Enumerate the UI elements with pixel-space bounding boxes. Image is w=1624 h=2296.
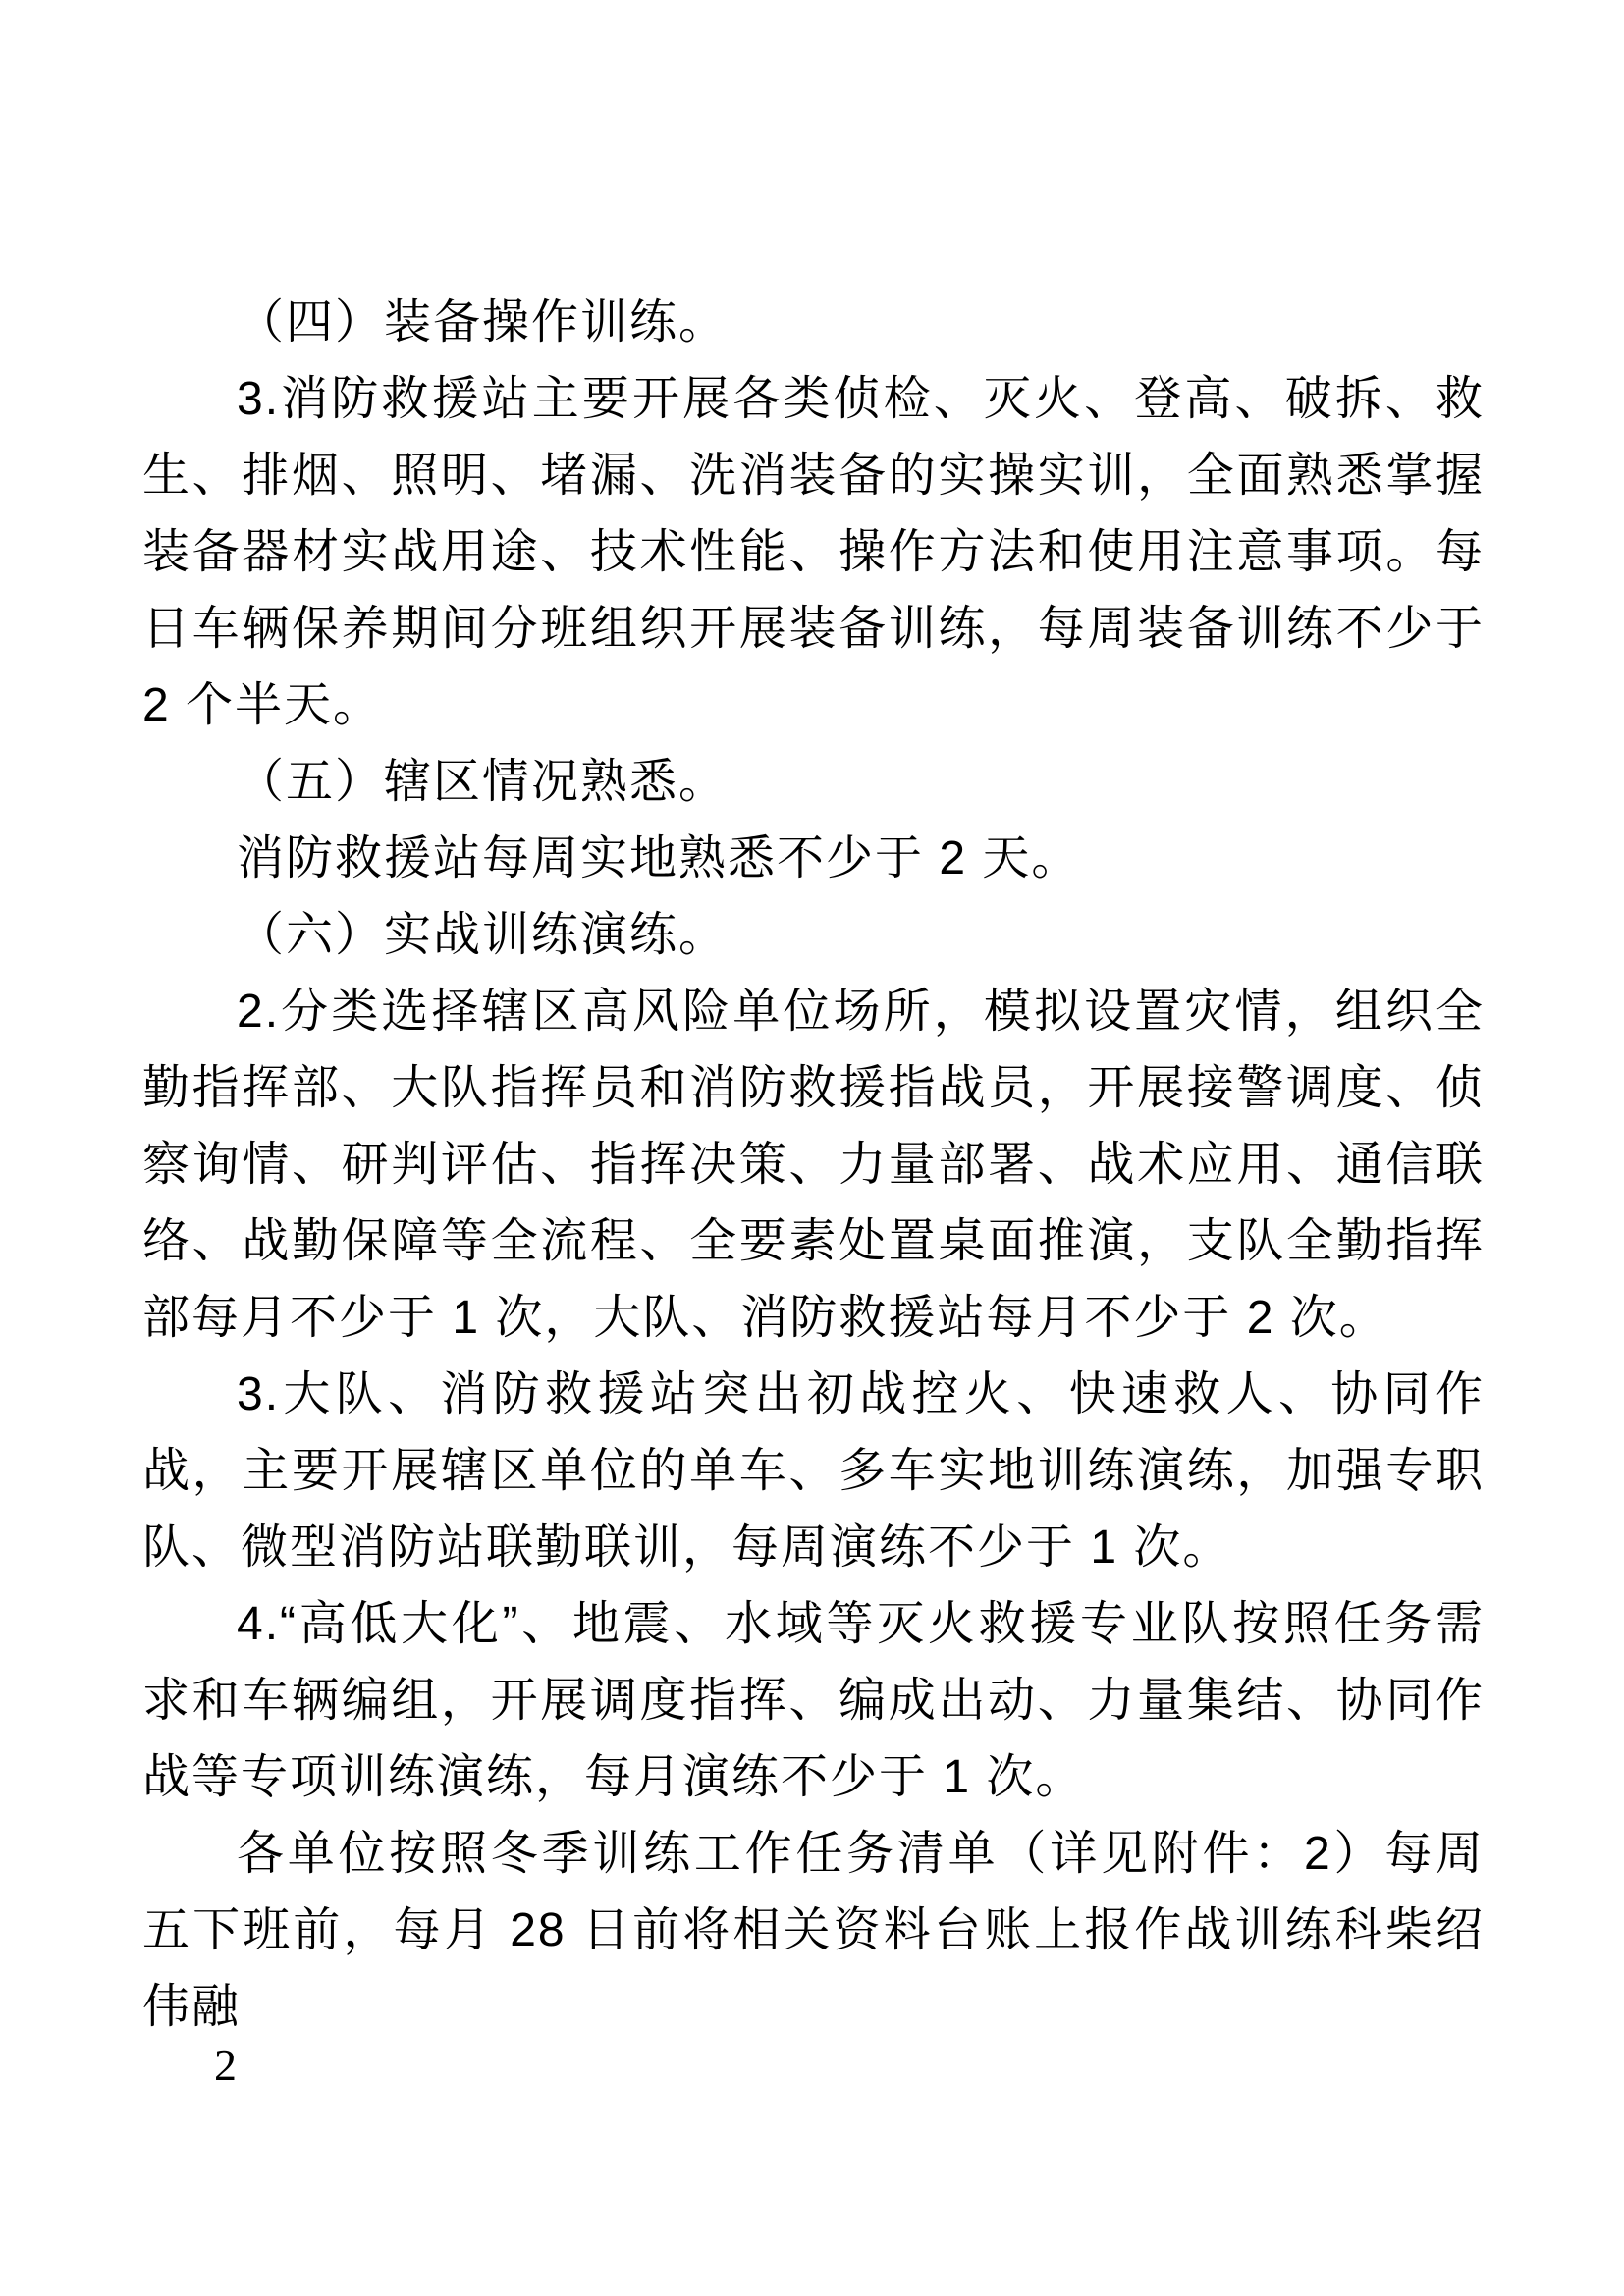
paragraph-equipment-training: 3.消防救援站主要开展各类侦检、灭火、登高、破拆、救生、排烟、照明、堵漏、洗消装备的实操实训，全面熟悉掌握装备器材实战用途、技术性能、操作方法和使用注意事项。每日车辆保养期间分班组织开展装备训练，每周装备训练不少于 2 个半天。 [142, 373, 1485, 731]
document-body [142, 285, 1485, 2046]
paragraph-area-familiarization: 消防救援站每周实地熟悉不少于 2 天。 [237, 832, 1081, 884]
paragraph-heading-5: （五）辖区情况熟悉。 [237, 756, 729, 808]
paragraph-tabletop-drill: 2.分类选择辖区高风险单位场所，模拟设置灾情，组织全勤指挥部、大队指挥员和消防救援指战员，开展接警调度、侦察询情、研判评估、指挥决策、力量部署、战术应用、通信联络、战勤保障等全流程、全要素处置桌面推演，支队全勤指挥部每月不少于 1 次，大队、消防救援站每月不少于 2 次。 [142, 986, 1485, 1344]
paragraph-heading-6: （六）实战训练演练。 [237, 909, 729, 961]
page-number: 2 [214, 2040, 237, 2090]
paragraph-heading-4: （四）装备操作训练。 [237, 296, 729, 348]
paragraph-special-teams-drill: 4.“高低大化”、地震、水域等灭火救援专业队按照任务需求和车辆编组，开展调度指挥、编成出动、力量集结、协同作战等专项训练演练，每月演练不少于 1 次。 [142, 1598, 1485, 1803]
paragraph-field-drill: 3.大队、消防救援站突出初战控火、快速救人、协同作战，主要开展辖区单位的单车、多车实地训练演练，加强专职队、微型消防站联勤联训，每周演练不少于 1 次。 [142, 1368, 1485, 1574]
paragraph-reporting-requirements: 各单位按照冬季训练工作任务清单（详见附件：2）每周五下班前，每月 28 日前将相关资料台账上报作战训练科柴绍伟融 [142, 1828, 1485, 2033]
